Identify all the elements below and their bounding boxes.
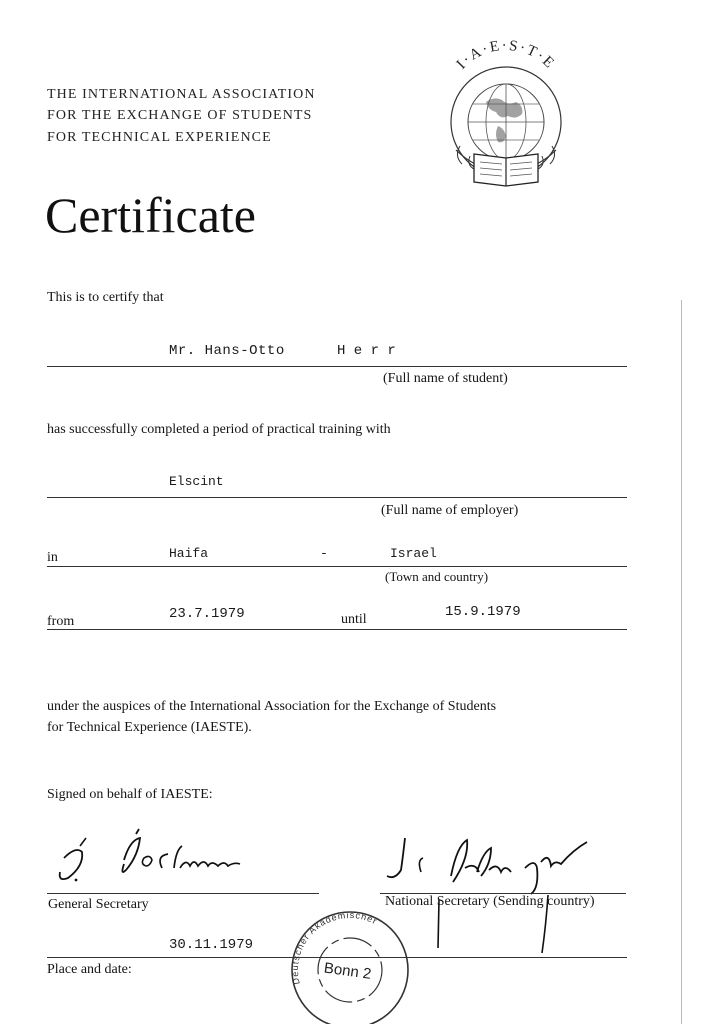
until-date: 15.9.1979 (445, 604, 521, 620)
svg-text:Deutscher Akademischer: Deutscher Akademischer (289, 909, 380, 986)
town-value: Haifa (169, 546, 209, 561)
signature-stroke (434, 900, 444, 950)
from-date: 23.7.1979 (169, 606, 245, 622)
globe-book-laurel-icon (426, 30, 586, 200)
place-date-label: Place and date: (47, 962, 132, 977)
from-label: from (47, 614, 75, 629)
period-line (47, 629, 627, 630)
location-caption: (Town and country) (385, 569, 489, 584)
until-label: until (341, 612, 367, 627)
logo-text: I·A·E·S·T·E (453, 37, 559, 73)
general-secretary-signature (50, 828, 280, 890)
location-line (47, 566, 627, 567)
general-secretary-line (47, 893, 319, 894)
student-name-line (47, 366, 627, 367)
statement-text: has successfully completed a period of practical training with (47, 422, 391, 437)
org-line-2: FOR THE EXCHANGE OF STUDENTS (47, 108, 313, 123)
national-secretary-caption: National Secretary (Sending country) (385, 894, 595, 909)
in-label: in (47, 550, 58, 565)
employer-caption: (Full name of employer) (381, 503, 519, 518)
page-title: Certificate (45, 187, 256, 243)
stamp-center-text: Bonn 2 (322, 959, 373, 983)
signed-label: Signed on behalf of IAESTE: (47, 787, 213, 802)
employer-line (47, 497, 627, 498)
auspices-line-1: under the auspices of the International Association for the Exchange of Students (47, 699, 497, 714)
signature-flourish (538, 895, 554, 955)
country-value: Israel (390, 546, 437, 561)
student-name-caption: (Full name of student) (383, 371, 508, 386)
national-secretary-signature (365, 832, 640, 898)
auspices-line-2: for Technical Experience (IAESTE). (47, 720, 252, 735)
scan-edge-rule (681, 300, 682, 1024)
general-secretary-caption: General Secretary (48, 897, 149, 912)
employer-name: Elscint (169, 474, 224, 489)
place-date-value: 30.11.1979 (169, 937, 254, 953)
town-country-dash: - (320, 546, 328, 561)
org-line-3: FOR TECHNICAL EXPERIENCE (47, 130, 272, 145)
intro-text: This is to certify that (47, 290, 164, 305)
org-line-1: THE INTERNATIONAL ASSOCIATION (47, 87, 316, 102)
student-first-name: Mr. Hans-Otto (169, 343, 285, 359)
student-last-name: H e r r (337, 343, 396, 359)
iaeste-logo (426, 30, 586, 200)
official-stamp (280, 900, 420, 1024)
